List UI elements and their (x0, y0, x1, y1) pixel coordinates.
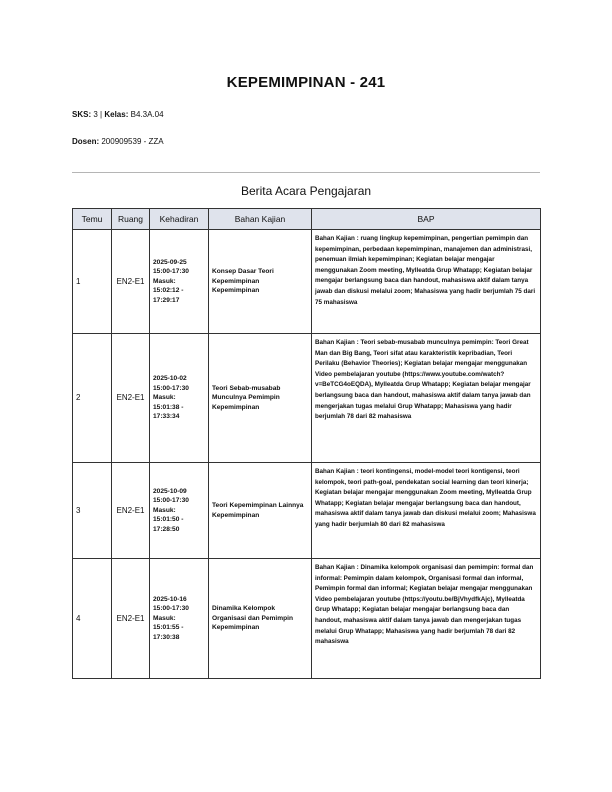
table-header-row (73, 209, 541, 230)
header-bahan-kajian: Bahan Kajian (209, 209, 312, 230)
cell-kehadiran: 2025-10-16 15:00-17:30 Masuk: 15:01:55 - 17:30:38 (150, 559, 209, 679)
cell-kehadiran: 2025-10-09 15:00-17:30 Masuk: 15:01:50 - 17:28:50 (150, 463, 209, 559)
cell-ruang: EN2-E1 (112, 230, 150, 334)
cell-temu: 4 (73, 559, 112, 679)
cell-temu: 3 (73, 463, 112, 559)
table-row (73, 230, 541, 334)
kelas-label: Kelas: (104, 110, 129, 119)
cell-ruang: EN2-E1 (112, 463, 150, 559)
sks-value: 3 (93, 110, 98, 119)
table-row (73, 463, 541, 559)
cell-temu: 2 (73, 334, 112, 463)
cell-kehadiran: 2025-10-02 15:00-17:30 Masuk: 15:01:38 - 17:33:34 (150, 334, 209, 463)
cell-bap: Bahan Kajian : teori kontingensi, model-model teori kontigensi, teori kelompok, teori path-goal, pendekatan social learning dan teori kinerja; Kegiatan belajar mengajar menggunakan Zoom meeting, Mylleatda Grup Whatapp; Kegiatan belajar mengajar berlangsung baca dan handout, mahasiswa aktif dalam tanya jawab dan diskusi melalui zoom; Mahasiswa yang hadir berjumlah 80 dari 82 mahasiswa (312, 463, 541, 559)
header-temu: Temu (73, 209, 112, 230)
table-row (73, 334, 541, 463)
header-kehadiran: Kehadiran (150, 209, 209, 230)
section-title: Berita Acara Pengajaran (240, 184, 372, 198)
cell-bahan-kajian: Teori Sebab-musabab Munculnya Pemimpin Kepemimpinan (209, 334, 312, 463)
cell-bahan-kajian: Dinamika Kelompok Organisasi dan Pemimpin Kepemimpinan (209, 559, 312, 679)
dosen-value: 200909539 - ZZA (101, 137, 164, 146)
table-row (73, 559, 541, 679)
teaching-record-table (72, 208, 541, 679)
cell-ruang: EN2-E1 (112, 334, 150, 463)
cell-kehadiran: 2025-09-25 15:00-17:30 Masuk: 15:02:12 - 17:29:17 (150, 230, 209, 334)
cell-bahan-kajian: Teori Kepemimpinan Lainnya Kepemimpinan (209, 463, 312, 559)
document-title: KEPEMIMPINAN - 241 (226, 74, 386, 91)
lecturer-meta-line (72, 137, 164, 146)
header-ruang: Ruang (112, 209, 150, 230)
course-meta-line (72, 110, 164, 119)
sks-label: SKS: (72, 110, 92, 119)
cell-bap: Bahan Kajian : Dinamika kelompok organisasi dan pemimpin: formal dan informal: Pemimpin dalam kelompok, Organisasi formal dan informal, Pemimpin formal dan informal; Kegiatan belajar mengajar menggunakan Video pembelajaran youtube (https://youtu.be/BjVhydfkAjc), Mylleatda Grup Whatapp; Kegiatan belajar mengajar berlangsung baca dan handout, mahasiswa aktif dalam tanya jawab dan mengerjakan tugas melalui Grup Whatapp; Mahasiswa yang hadir berjumlah 78 dari 82 mahasiswa (312, 559, 541, 679)
dosen-label: Dosen: (72, 137, 100, 146)
cell-ruang: EN2-E1 (112, 559, 150, 679)
kelas-value: B4.3A.04 (130, 110, 164, 119)
cell-bap: Bahan Kajian : ruang lingkup kepemimpinan, pengertian pemimpin dan kepemimpinan, perbedaan kepemimpinan, manajemen dan administrasi, penemuan ilmiah kepemimpinan; Kegiatan belajar mengajar menggunakan Zoom meeting, Mylleatda Grup Whatapp; Kegiatan belajar mengajar berlangsung baca dan handout, mahasiswa aktif dalam tanya jawab dan diskusi melalui zoom; Mahasiswa yang hadir berjumlah 75 dari 75 mahasiswa (312, 230, 541, 334)
header-bap: BAP (312, 209, 541, 230)
cell-bahan-kajian: Konsep Dasar Teori Kepemimpinan Kepemimpinan (209, 230, 312, 334)
section-divider (72, 172, 540, 173)
cell-temu: 1 (73, 230, 112, 334)
meta-separator: | (100, 110, 105, 119)
cell-bap: Bahan Kajian : Teori sebab-musabab munculnya pemimpin: Teori Great Man dan Big Bang, Teori sifat atau karakteristik kepribadian, Teori Perilaku (Behavior Theories); Kegiatan belajar mengajar menggunakan Video pembelajaran youtube (https://www.youtube.com/watch?v=BeTCG4oEQDA), Mylleatda Grup Whatapp; Kegiatan belajar mengajar berlangsung baca dan handout, mahasiswa aktif dalam tanya jawab dan mengerjakan tugas melalui Grup Whatapp; Mahasiswa yang hadir berjumlah 78 dari 82 mahasiswa (312, 334, 541, 463)
